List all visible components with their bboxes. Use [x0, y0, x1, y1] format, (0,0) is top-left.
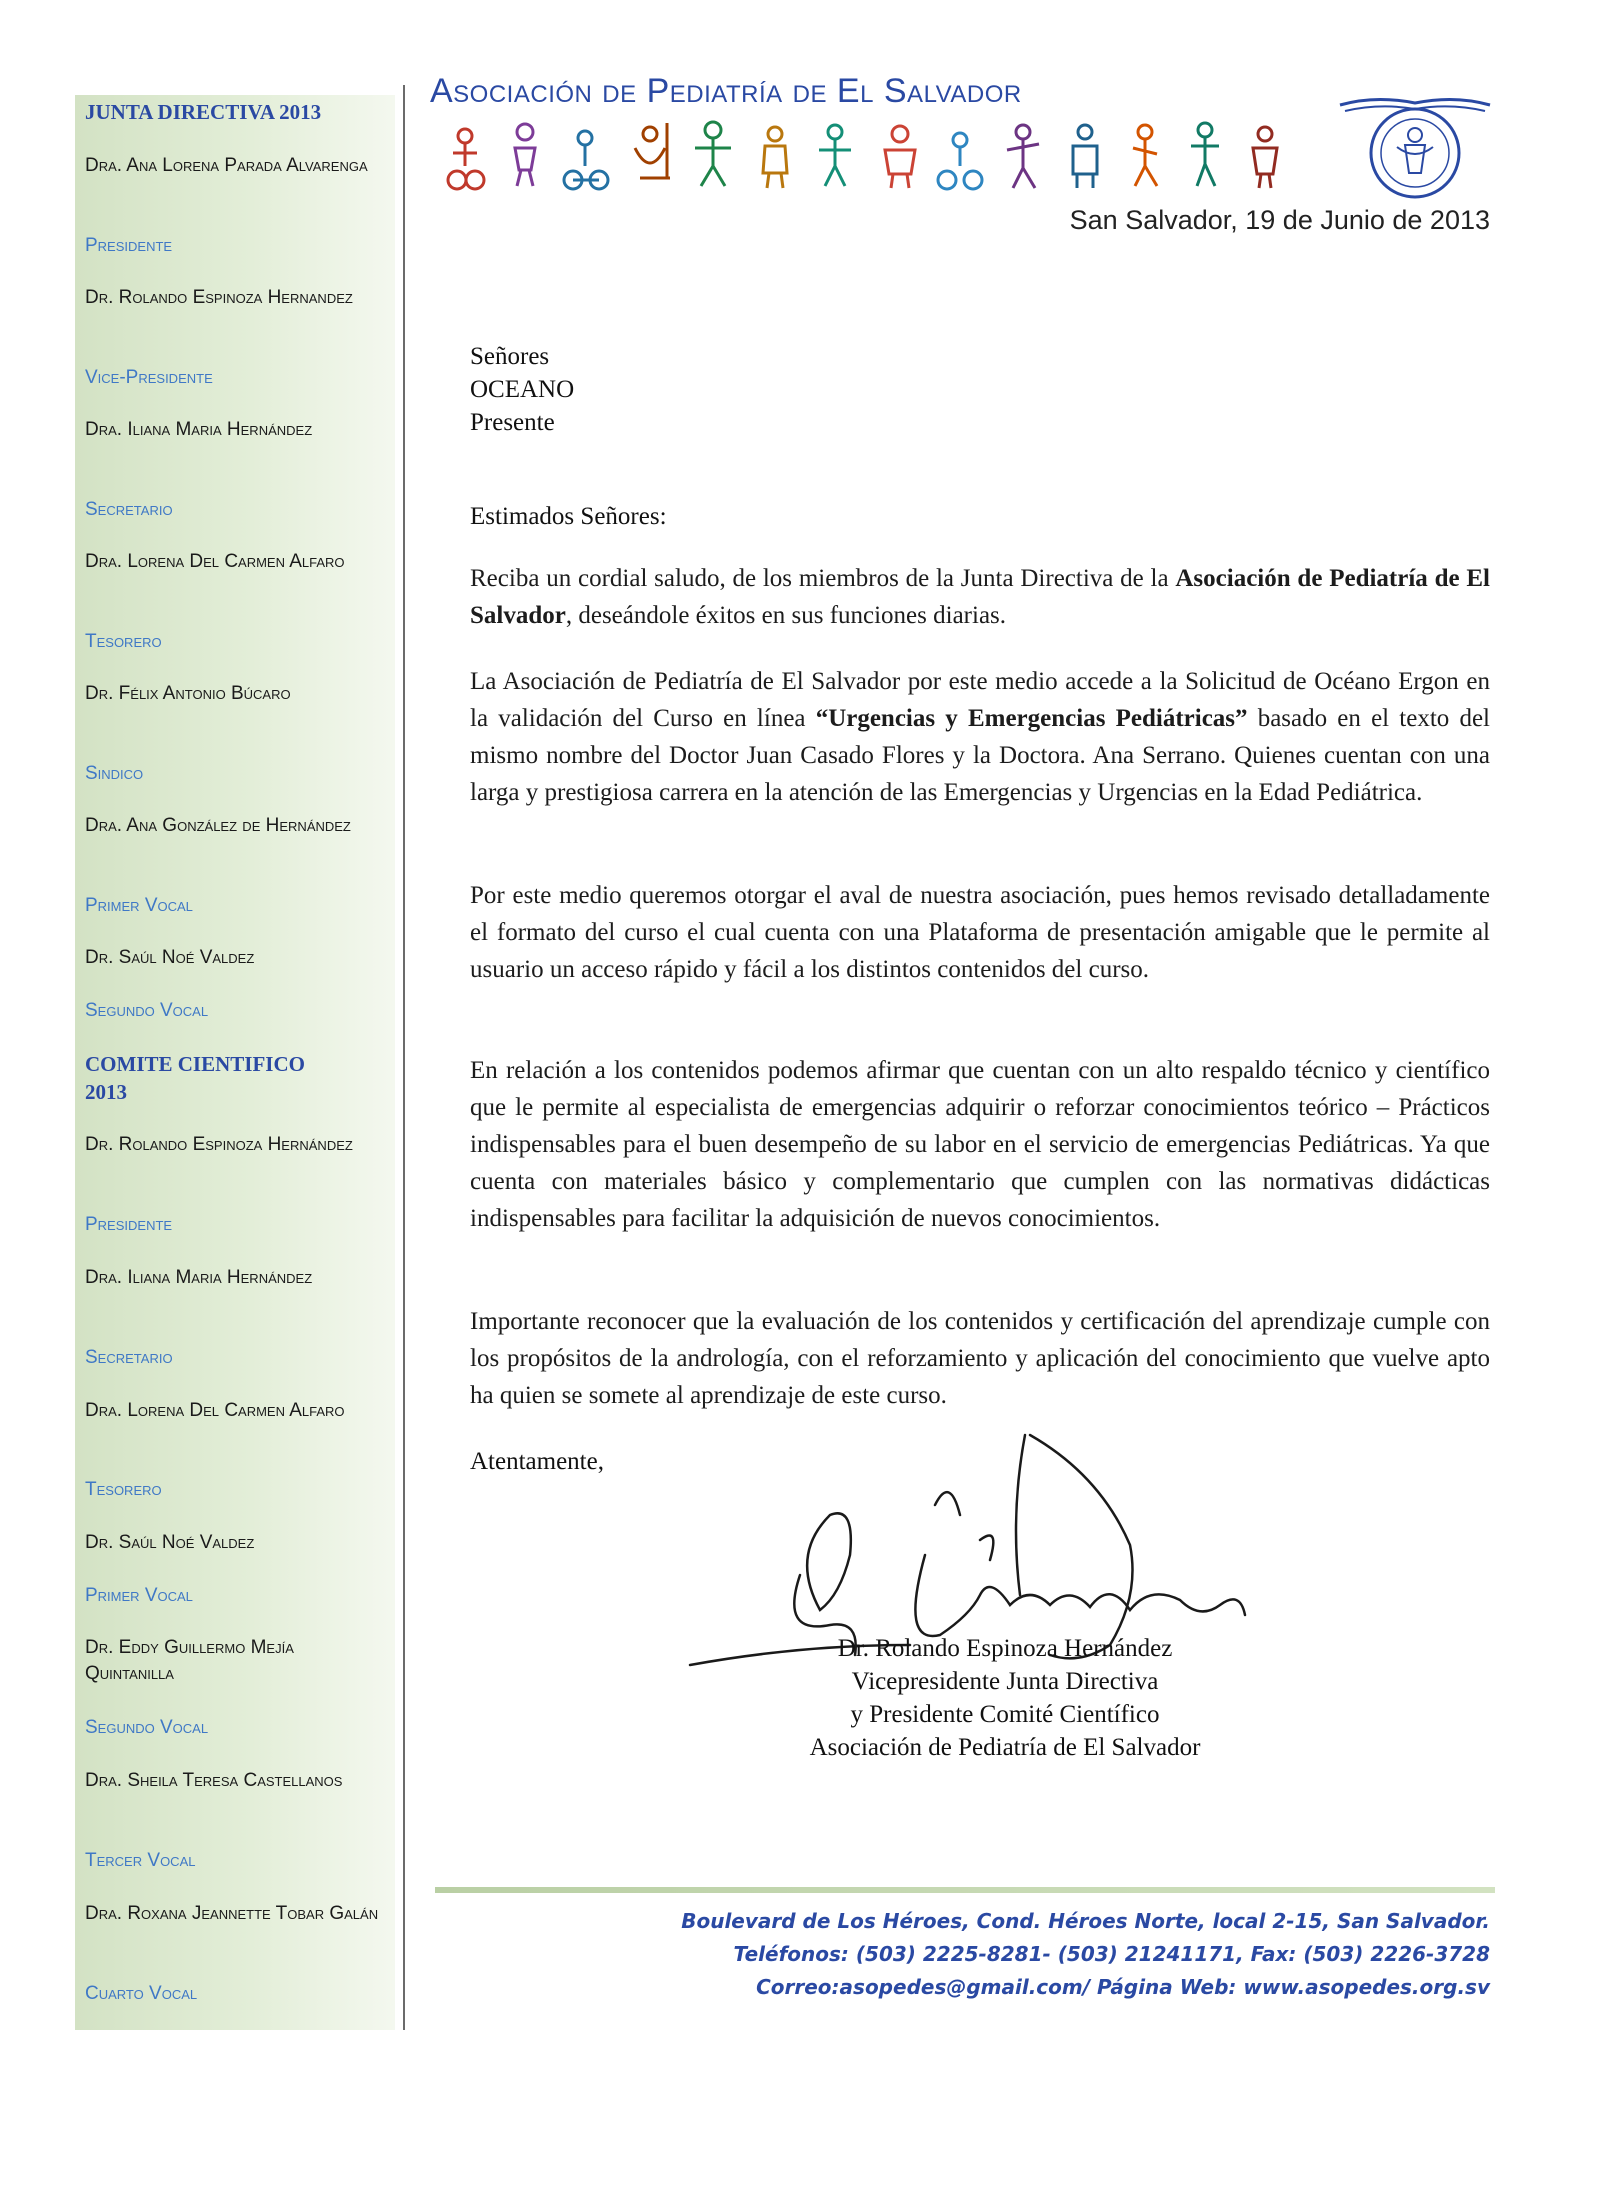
junta-member-name: Dr. Rolando Espinoza Hernandez: [85, 287, 353, 308]
paragraph-text: basado en el texto del mismo nombre del Doctor Juan Casado Flores y la Doctora. Ana Serrano. Quienes cuentan con una larga y prestigiosa carrera en la atención de las Emergencias y Urgencias en la Edad Pediátrica.: [470, 705, 1490, 806]
comite-member-role: Tercer Vocal: [85, 1850, 196, 1871]
comite-member-role: Primer Vocal: [85, 1585, 193, 1606]
junta-member-name: Dra. Lorena Del Carmen Alfaro: [85, 551, 345, 572]
comite-member-name: Dr. Rolando Espinoza Hernández: [85, 1134, 353, 1155]
signer-organization: Asociación de Pediatría de El Salvador: [809, 1734, 1201, 1761]
comite-member-name: Dra. Roxana Jeannette Tobar Galán: [85, 1903, 379, 1924]
junta-member-role: Primer Vocal: [85, 895, 193, 916]
paragraph-3: Por este medio queremos otorgar el aval de nuestra asociación, pues hemos revisado detalladamente el formato del curso el cual cuenta con una Plataforma de presentación amigable que le permite al usuario un acceso rápido y fácil a los distintos contenidos del curso.: [470, 882, 1490, 983]
recipient-line: Presente: [470, 409, 555, 436]
org-title: Asociación de Pediatría de El Salvador: [430, 72, 1022, 110]
paragraph-text: , deseándole éxitos en sus funciones diarias.: [565, 602, 1007, 629]
sidebar-divider: [403, 85, 405, 2030]
footer-phones: Teléfonos: (503) 2225-8281- (503) 21241171, Fax: (503) 2226-3728: [733, 1942, 1490, 1966]
junta-member-name: Dra. Iliana Maria Hernández: [85, 419, 313, 440]
paragraph-2: [470, 663, 1490, 811]
signer-name: Dr. Rolando Espinoza Hernández: [837, 1635, 1173, 1662]
recipient-line: Señores: [470, 343, 550, 370]
junta-member-role: Segundo Vocal: [85, 1000, 209, 1021]
comite-member-role: Cuarto Vocal: [85, 1983, 198, 2004]
children-illustration-strip: [445, 118, 1335, 193]
closing: Atentamente,: [470, 1448, 604, 1475]
junta-member-role: Presidente: [85, 235, 173, 256]
comite-member-role: Segundo Vocal: [85, 1717, 209, 1738]
junta-member-role: Vice-Presidente: [85, 367, 213, 388]
footer-address: Boulevard de Los Héroes, Cond. Héroes Norte, local 2-15, San Salvador.: [681, 1909, 1490, 1933]
comite-heading: COMITE CIENTIFICO 2013: [85, 1052, 305, 1104]
comite-member-name: Dra. Iliana Maria Hernández: [85, 1267, 313, 1288]
comite-member-name: Dr. Eddy Guillermo Mejía Quintanilla: [85, 1637, 294, 1684]
comite-member-name: Dr. Saúl Noé Valdez: [85, 1532, 255, 1553]
letter-date: San Salvador, 19 de Junio de 2013: [1069, 205, 1490, 235]
paragraph-bold-text: “Urgencias y Emergencias Pediátricas”: [815, 705, 1248, 732]
association-seal-logo: [1335, 95, 1495, 205]
paragraph-bold-text: Asociación de Pediatría de El Salvador: [470, 565, 1490, 629]
paragraph-5: Importante reconocer que la evaluación de los contenidos y certificación del aprendizaje cumple con los propósitos de la andrología, con el reforzamiento y aplicación del conocimiento que vuelve apto ha quien se somete al aprendizaje de este curso.: [470, 1308, 1490, 1409]
footer-divider: [435, 1887, 1495, 1893]
board-sidebar: [75, 95, 395, 2030]
recipient-block: [470, 340, 574, 439]
junta-member-role: Tesorero: [85, 631, 162, 652]
salutation: Estimados Señores:: [470, 503, 667, 530]
footer-email-web: Correo:asopedes@gmail.com/ Página Web: www.asopedes.org.sv: [756, 1975, 1490, 1999]
comite-member-role: Presidente: [85, 1214, 173, 1235]
junta-member-role: Sindico: [85, 763, 144, 784]
footer-contact: [500, 1905, 1490, 2004]
junta-member-name: Dra. Ana González de Hernández: [85, 815, 351, 836]
comite-member-name: Dra. Sheila Teresa Castellanos: [85, 1770, 343, 1791]
junta-member-name: Dr. Félix Antonio Búcaro: [85, 683, 291, 704]
comite-member-name: Dra. Lorena Del Carmen Alfaro: [85, 1400, 345, 1421]
paragraph-text: La Asociación de Pediatría de El Salvador por este medio accede a la Solicitud de Océano Ergon en la validación del Curso en línea: [470, 668, 1490, 732]
signer-title: y Presidente Comité Científico: [850, 1701, 1160, 1728]
paragraph-text: Reciba un cordial saludo, de los miembros de la Junta Directiva de la: [470, 565, 1176, 592]
paragraph-1: [470, 560, 1490, 634]
recipient-line: OCEANO: [470, 376, 575, 403]
signature-block: [760, 1632, 1250, 1764]
junta-member-name: Dra. Ana Lorena Parada Alvarenga: [85, 155, 368, 176]
comite-member-role: Secretario: [85, 1347, 173, 1368]
comite-member-role: Tesorero: [85, 1479, 162, 1500]
paragraph-4: En relación a los contenidos podemos afirmar que cuentan con un alto respaldo técnico y científico que le permite al especialista de emergencias adquirir o reforzar conocimientos teórico – Prácticos indispensables para el buen desempeño de su labor en el servicio de emergencias Pediátricas. Ya que cuenta con materiales básico y complementario que cumplen con las normativas didácticas indispensables para facilitar la adquisición de nuevos conocimientos.: [470, 1057, 1490, 1232]
junta-member-name: Dr. Saúl Noé Valdez: [85, 947, 255, 968]
junta-heading: JUNTA DIRECTIVA 2013: [85, 100, 322, 124]
junta-member-role: Secretario: [85, 499, 173, 520]
signer-title: Vicepresidente Junta Directiva: [851, 1668, 1159, 1695]
